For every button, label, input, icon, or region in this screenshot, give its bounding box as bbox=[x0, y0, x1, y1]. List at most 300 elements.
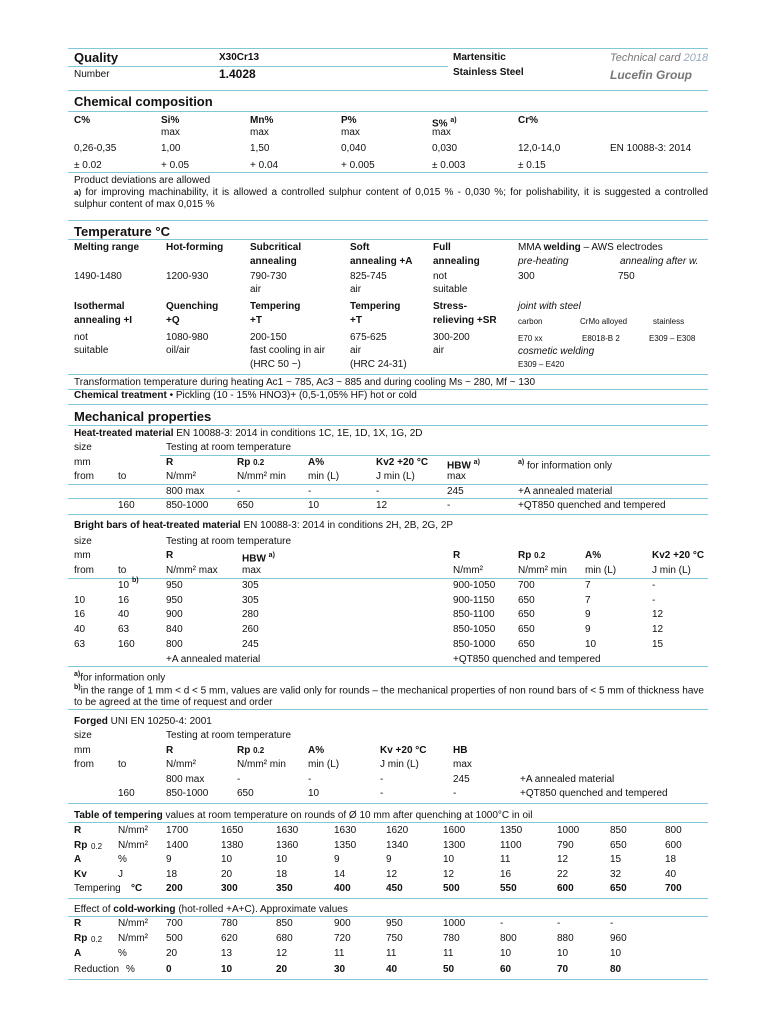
col-label: Rp 0.2 bbox=[237, 745, 265, 756]
col-label: from bbox=[74, 565, 94, 576]
joint-label: joint with steel bbox=[518, 301, 581, 312]
quality-value: X30Cr13 bbox=[219, 52, 260, 63]
table-cell: 300 bbox=[221, 883, 238, 894]
temp-header: Soft bbox=[350, 242, 370, 253]
table-cell: 800 max bbox=[166, 486, 205, 497]
temp-value: (HRC 24-31) bbox=[350, 359, 407, 370]
joint-value: E309 – E308 bbox=[649, 334, 696, 343]
table-cell: 280 bbox=[242, 609, 259, 620]
col-label: mm bbox=[74, 745, 91, 756]
table-cell: 10 bbox=[443, 854, 455, 865]
table-cell: 1380 bbox=[221, 840, 244, 851]
table-cell: 1600 bbox=[443, 825, 466, 836]
table-cell: 650 bbox=[518, 624, 535, 635]
table-cell: 1100 bbox=[500, 840, 522, 851]
table-cell: 500 bbox=[443, 883, 460, 894]
col-label: size bbox=[74, 442, 92, 453]
chem-tolerance: ± 0.15 bbox=[518, 160, 546, 171]
transformation-text: Transformation temperature during heating Ac1 ~ 785, Ac3 ~ 885 and during cooling Ms ~ 280, Mf ~ 130 bbox=[74, 377, 536, 388]
table-cell: 1350 bbox=[334, 840, 357, 851]
table-cell: 1630 bbox=[276, 825, 299, 836]
table-cell: 11 bbox=[334, 948, 345, 959]
table-cell: 950 bbox=[166, 595, 183, 606]
table-cell: 850 bbox=[610, 825, 627, 836]
table-cell: 245 bbox=[453, 774, 470, 785]
temp-header: Tempering bbox=[250, 301, 301, 312]
table-cell: 9 bbox=[386, 854, 392, 865]
testing-label: Testing at room temperature bbox=[166, 536, 292, 547]
table-cell: 10 bbox=[610, 948, 622, 959]
table-cell: 800 bbox=[665, 825, 682, 836]
table-cell: 1650 bbox=[221, 825, 244, 836]
divider bbox=[68, 803, 708, 804]
table-cell: 1000 bbox=[557, 825, 580, 836]
col-label: A% bbox=[308, 457, 325, 468]
unit-label: max bbox=[447, 471, 466, 482]
chem-tolerance: ± 0.003 bbox=[432, 160, 466, 171]
table-cell: 10 bbox=[308, 500, 320, 511]
chem-header: Cr% bbox=[518, 115, 539, 126]
row-label: Rp bbox=[74, 933, 88, 944]
chem-header: C% bbox=[74, 115, 91, 126]
table-note: +QT850 quenched and tempered bbox=[453, 654, 601, 665]
col-label: to bbox=[118, 565, 127, 576]
temp-value: (HRC 50 ~) bbox=[250, 359, 301, 370]
table-cell: +A annealed material bbox=[518, 486, 613, 497]
table-cell: 12 bbox=[386, 869, 398, 880]
table-cell: - bbox=[237, 486, 241, 497]
table-cell: - bbox=[500, 918, 504, 929]
col-label: from bbox=[74, 471, 94, 482]
bright-bars-title: Bright bars of heat-treated material EN 10088-3: 2014 in conditions 2H, 2B, 2G, 2P bbox=[74, 520, 454, 531]
table-cell: 350 bbox=[276, 883, 293, 894]
divider bbox=[68, 239, 708, 240]
chem-value: 0,040 bbox=[341, 143, 367, 154]
table-cell: 850-1000 bbox=[166, 788, 209, 799]
table-cell: 1350 bbox=[500, 825, 523, 836]
table-cell: 305 bbox=[242, 595, 259, 606]
joint-value: E70 xx bbox=[518, 334, 543, 343]
chem-qualifier: max bbox=[341, 127, 360, 138]
table-cell: 260 bbox=[242, 624, 259, 635]
table-cell: +QT850 quenched and tempered bbox=[520, 788, 668, 799]
table-cell: - bbox=[652, 580, 656, 591]
table-cell: 850 bbox=[276, 918, 293, 929]
table-cell: 7 bbox=[585, 595, 591, 606]
table-cell: 60 bbox=[500, 964, 512, 975]
table-cell: 16 bbox=[74, 609, 86, 620]
temp-header: annealing +I bbox=[74, 315, 133, 326]
table-cell: 63 bbox=[118, 624, 130, 635]
table-cell: - bbox=[380, 774, 384, 785]
section-title-temperature: Temperature °C bbox=[74, 224, 170, 239]
table-cell: 18 bbox=[166, 869, 178, 880]
chem-header: P% bbox=[341, 115, 357, 126]
table-cell: 20 bbox=[166, 948, 178, 959]
chem-tolerance: ± 0.02 bbox=[74, 160, 102, 171]
row-label: Kv bbox=[74, 869, 87, 880]
table-cell: 450 bbox=[386, 883, 403, 894]
chem-qualifier: max bbox=[432, 127, 451, 138]
table-cell: 700 bbox=[518, 580, 535, 591]
after-value: 750 bbox=[618, 271, 635, 282]
footnote-mark: b) bbox=[132, 577, 139, 584]
table-cell: 80 bbox=[610, 964, 622, 975]
temp-header: annealing +A bbox=[350, 256, 413, 267]
table-cell: 18 bbox=[276, 869, 288, 880]
table-cell: 850-1000 bbox=[453, 639, 496, 650]
table-cell: 16 bbox=[500, 869, 512, 880]
temp-header: Full bbox=[433, 242, 451, 253]
table-cell: 7 bbox=[585, 580, 591, 591]
temp-value: oil/air bbox=[166, 345, 190, 356]
footnote: $^{b)}$in the range of 1 mm < d < 5 mm, values are valid only for rounds – the mechanical properties of non round bars of < 5 mm of thickness have to be agreed at the time of request and order bbox=[74, 684, 704, 709]
forged-title: Forged UNI EN 10250-4: 2001 bbox=[74, 716, 212, 727]
table-cell: 245 bbox=[447, 486, 464, 497]
table-cell: 11 bbox=[443, 948, 454, 959]
unit-label: N/mm² bbox=[166, 471, 196, 482]
table-cell: - bbox=[308, 486, 312, 497]
table-cell: 12 bbox=[276, 948, 288, 959]
table-cell: 32 bbox=[610, 869, 622, 880]
unit-label: J min (L) bbox=[380, 759, 419, 770]
table-cell: 20 bbox=[221, 869, 233, 880]
divider bbox=[68, 498, 708, 499]
table-cell: 900 bbox=[334, 918, 351, 929]
table-cell: 9 bbox=[166, 854, 172, 865]
table-cell: 22 bbox=[557, 869, 569, 880]
col-label: R bbox=[166, 550, 174, 561]
table-cell: 960 bbox=[610, 933, 627, 944]
divider bbox=[68, 404, 708, 405]
technical-card: Technical card 2018 bbox=[610, 52, 709, 64]
chem-value: 0,26-0,35 bbox=[74, 143, 117, 154]
table-cell: - bbox=[610, 918, 614, 929]
table-cell: 500 bbox=[166, 933, 183, 944]
table-cell: 950 bbox=[166, 580, 183, 591]
joint-type: carbon bbox=[518, 317, 543, 326]
temp-value: air bbox=[350, 284, 362, 295]
unit-label: N/mm² min bbox=[237, 471, 286, 482]
chem-tolerance: + 0.05 bbox=[161, 160, 190, 171]
table-cell: 1000 bbox=[443, 918, 466, 929]
chem-header: Mn% bbox=[250, 115, 274, 126]
unit-label: N/mm² min bbox=[518, 565, 567, 576]
temp-value: 200-150 bbox=[250, 332, 287, 343]
divider bbox=[68, 66, 448, 67]
table-cell: 780 bbox=[443, 933, 460, 944]
temp-header: Isothermal bbox=[74, 301, 125, 312]
table-cell: 15 bbox=[652, 639, 664, 650]
col-label: Kv2 +20 °C bbox=[376, 457, 429, 468]
table-cell: 1360 bbox=[276, 840, 299, 851]
unit-label: N/mm² min bbox=[237, 759, 286, 770]
table-cell: 160 bbox=[118, 639, 135, 650]
table-cell: 63 bbox=[74, 639, 86, 650]
chem-tolerance: + 0.04 bbox=[250, 160, 279, 171]
number-label: Number bbox=[74, 69, 110, 80]
row-unit: °C bbox=[131, 883, 143, 894]
unit-label: min (L) bbox=[308, 759, 340, 770]
row-label: A bbox=[74, 854, 82, 865]
tempering-title: Table of tempering values at room temperature on rounds of Ø 10 mm after quenching at 1000°C in oil bbox=[74, 810, 533, 821]
temp-value: suitable bbox=[433, 284, 468, 295]
chem-value: 0,030 bbox=[432, 143, 458, 154]
company-name: Lucefin Group bbox=[610, 68, 692, 82]
chem-note: a) for improving machinability, it is allowed a controlled sulphur content of 0,015 % - 0,030 %; for polishability, it is suggested a controlled sulphur content of max 0,015 % bbox=[74, 187, 709, 210]
divider bbox=[68, 220, 708, 221]
col-label: size bbox=[74, 536, 92, 547]
col-label: mm bbox=[74, 550, 91, 561]
info-note: $^{a)}$ for information only bbox=[518, 459, 613, 472]
table-cell: 600 bbox=[665, 840, 682, 851]
table-cell: 10 bbox=[585, 639, 597, 650]
table-cell: 840 bbox=[166, 624, 183, 635]
table-cell: 10 bbox=[557, 948, 569, 959]
table-cell: - bbox=[453, 788, 457, 799]
temp-value: suitable bbox=[74, 345, 109, 356]
table-cell: 850-1100 bbox=[453, 609, 495, 620]
temp-header: annealing bbox=[250, 256, 297, 267]
table-cell: 550 bbox=[500, 883, 517, 894]
row-label-sub: 0.2 bbox=[91, 935, 103, 944]
table-cell: 10 bbox=[221, 964, 233, 975]
col-label: Kv2 +20 °C bbox=[652, 550, 705, 561]
col-label: HB bbox=[453, 745, 468, 756]
col-label: A% bbox=[585, 550, 602, 561]
unit-label: J min (L) bbox=[652, 565, 691, 576]
table-cell: 12 bbox=[376, 500, 388, 511]
table-cell: 40 bbox=[118, 609, 130, 620]
table-cell: 10 bbox=[308, 788, 320, 799]
divider bbox=[68, 898, 708, 899]
col-label: size bbox=[74, 730, 92, 741]
row-unit: N/mm² bbox=[118, 840, 148, 851]
table-cell: 10 bbox=[74, 595, 86, 606]
row-unit: % bbox=[118, 854, 127, 865]
row-label: Tempering bbox=[74, 883, 121, 894]
divider bbox=[68, 709, 708, 710]
row-label: Reduction bbox=[74, 964, 120, 975]
divider bbox=[68, 172, 708, 173]
table-cell: 10 bbox=[276, 854, 288, 865]
row-label: Rp bbox=[74, 840, 88, 851]
welding-title: MMA welding – AWS electrodes bbox=[518, 242, 663, 253]
table-cell: 12 bbox=[443, 869, 455, 880]
unit-label: max bbox=[242, 565, 261, 576]
table-cell: 1630 bbox=[334, 825, 357, 836]
table-cell: 9 bbox=[585, 624, 591, 635]
divider bbox=[68, 374, 708, 375]
col-label: R bbox=[166, 457, 174, 468]
temp-header: +T bbox=[250, 315, 262, 326]
row-unit: J bbox=[118, 869, 123, 880]
footnote: $^{a)}$for information only bbox=[74, 671, 166, 684]
preheat-label: pre-heating bbox=[518, 256, 569, 267]
col-label: HBW $^{a)}$ bbox=[242, 552, 275, 565]
col-label: mm bbox=[74, 457, 91, 468]
table-cell: 900-1050 bbox=[453, 580, 496, 591]
table-cell: 40 bbox=[386, 964, 398, 975]
unit-label: N/mm² bbox=[453, 565, 483, 576]
temp-value: 300-200 bbox=[433, 332, 470, 343]
temp-header: annealing bbox=[433, 256, 480, 267]
table-cell: 650 bbox=[610, 883, 627, 894]
table-cell: - bbox=[237, 774, 241, 785]
table-cell: 700 bbox=[166, 918, 183, 929]
chem-qualifier: max bbox=[250, 127, 269, 138]
chem-qualifier: max bbox=[161, 127, 180, 138]
unit-label: max bbox=[453, 759, 472, 770]
temp-value: 790-730 bbox=[250, 271, 287, 282]
joint-value: E8018-B 2 bbox=[582, 334, 620, 343]
table-cell: 650 bbox=[237, 788, 254, 799]
unit-label: N/mm² max bbox=[166, 565, 218, 576]
unit-label: J min (L) bbox=[376, 471, 415, 482]
temp-value: air bbox=[350, 345, 362, 356]
table-cell: 245 bbox=[242, 639, 259, 650]
divider bbox=[68, 916, 708, 917]
divider bbox=[68, 578, 708, 579]
table-note: +A annealed material bbox=[166, 654, 261, 665]
table-cell: 10 bbox=[118, 580, 130, 591]
divider bbox=[68, 979, 708, 980]
temp-value: air bbox=[250, 284, 262, 295]
table-cell: 10 bbox=[500, 948, 512, 959]
col-label: to bbox=[118, 471, 127, 482]
table-cell: 9 bbox=[334, 854, 340, 865]
temp-header: Hot-forming bbox=[166, 242, 224, 253]
temp-value: not bbox=[74, 332, 88, 343]
table-cell: 15 bbox=[610, 854, 622, 865]
chem-standard: EN 10088-3: 2014 bbox=[610, 143, 692, 154]
table-cell: 650 bbox=[237, 500, 254, 511]
row-label: A bbox=[74, 948, 82, 959]
temp-value: not bbox=[433, 271, 447, 282]
divider bbox=[68, 48, 708, 49]
table-cell: 13 bbox=[221, 948, 233, 959]
number-value: 1.4028 bbox=[219, 67, 256, 81]
divider bbox=[68, 822, 708, 823]
unit-label: min (L) bbox=[308, 471, 340, 482]
col-label: to bbox=[118, 759, 127, 770]
temp-value: 1200-930 bbox=[166, 271, 209, 282]
after-label: annealing after w. bbox=[620, 256, 699, 267]
steel-type-line1: Martensitic bbox=[453, 52, 506, 63]
divider bbox=[68, 514, 708, 515]
row-unit: % bbox=[126, 964, 135, 975]
table-cell: 950 bbox=[386, 918, 403, 929]
table-cell: 800 bbox=[166, 639, 183, 650]
chem-value: 1,00 bbox=[161, 143, 181, 154]
table-cell: 650 bbox=[518, 609, 535, 620]
table-cell: 1340 bbox=[386, 840, 409, 851]
table-cell: 800 bbox=[500, 933, 517, 944]
table-cell: 680 bbox=[276, 933, 293, 944]
table-cell: 50 bbox=[443, 964, 455, 975]
table-cell: - bbox=[376, 486, 380, 497]
table-cell: 12 bbox=[557, 854, 569, 865]
table-cell: - bbox=[557, 918, 561, 929]
table-cell: - bbox=[380, 788, 384, 799]
table-cell: 1700 bbox=[166, 825, 189, 836]
chem-value: 12,0-14,0 bbox=[518, 143, 561, 154]
cold-working-title: Effect of cold-working (hot-rolled +A+C). Approximate values bbox=[74, 904, 348, 915]
testing-label: Testing at room temperature bbox=[166, 730, 292, 741]
section-title-chemical: Chemical composition bbox=[74, 94, 213, 109]
col-label: from bbox=[74, 759, 94, 770]
row-unit: % bbox=[118, 948, 127, 959]
divider bbox=[68, 666, 708, 667]
table-cell: 11 bbox=[500, 854, 511, 865]
table-cell: 900 bbox=[166, 609, 183, 620]
table-cell: 200 bbox=[166, 883, 183, 894]
table-cell: 30 bbox=[334, 964, 346, 975]
temp-header: +T bbox=[350, 315, 362, 326]
heat-treated-title: Heat-treated material EN 10088-3: 2014 in conditions 1C, 1E, 1D, 1X, 1G, 2D bbox=[74, 428, 423, 439]
row-label-sub: 0.2 bbox=[91, 842, 103, 851]
table-cell: +QT850 quenched and tempered bbox=[518, 500, 666, 511]
table-cell: 800 max bbox=[166, 774, 205, 785]
divider bbox=[68, 484, 708, 485]
table-cell: 160 bbox=[118, 788, 135, 799]
table-cell: 16 bbox=[118, 595, 130, 606]
row-label: R bbox=[74, 918, 82, 929]
table-cell: 40 bbox=[74, 624, 86, 635]
preheat-value: 300 bbox=[518, 271, 535, 282]
table-cell: +A annealed material bbox=[520, 774, 615, 785]
temp-header: Tempering bbox=[350, 301, 401, 312]
cosmetic-value: E309 – E420 bbox=[518, 360, 565, 369]
table-cell: 0 bbox=[166, 964, 172, 975]
table-cell: 600 bbox=[557, 883, 574, 894]
col-label: R bbox=[166, 745, 174, 756]
joint-type: CrMo alloyed bbox=[580, 317, 628, 326]
temp-header: relieving +SR bbox=[433, 315, 497, 326]
table-cell: 850-1000 bbox=[166, 500, 209, 511]
row-unit: N/mm² bbox=[118, 933, 148, 944]
table-cell: 790 bbox=[557, 840, 574, 851]
section-title-mechanical: Mechanical properties bbox=[74, 409, 212, 424]
temp-header: Melting range bbox=[74, 242, 140, 253]
table-cell: 10 bbox=[221, 854, 233, 865]
divider bbox=[160, 455, 710, 456]
quality-label: Quality bbox=[74, 50, 119, 65]
chem-tolerance: + 0.005 bbox=[341, 160, 375, 171]
divider bbox=[68, 111, 708, 112]
joint-type: stainless bbox=[653, 317, 685, 326]
unit-label: N/mm² bbox=[166, 759, 196, 770]
table-cell: 780 bbox=[221, 918, 238, 929]
table-cell: - bbox=[447, 500, 451, 511]
table-cell: 750 bbox=[386, 933, 403, 944]
table-cell: 880 bbox=[557, 933, 574, 944]
col-label: Kv +20 °C bbox=[380, 745, 427, 756]
temp-value: 825-745 bbox=[350, 271, 387, 282]
table-cell: - bbox=[308, 774, 312, 785]
unit-label: min (L) bbox=[585, 565, 617, 576]
col-label: R bbox=[453, 550, 461, 561]
chem-header: S% $^{a)}$ bbox=[432, 117, 457, 130]
temp-value: air bbox=[433, 345, 445, 356]
table-cell: 400 bbox=[334, 883, 351, 894]
table-cell: 12 bbox=[652, 609, 664, 620]
table-cell: 650 bbox=[610, 840, 627, 851]
temp-value: 1490-1480 bbox=[74, 271, 122, 282]
table-cell: 650 bbox=[518, 639, 535, 650]
steel-type-line2: Stainless Steel bbox=[453, 67, 524, 78]
testing-label: Testing at room temperature bbox=[166, 442, 292, 453]
